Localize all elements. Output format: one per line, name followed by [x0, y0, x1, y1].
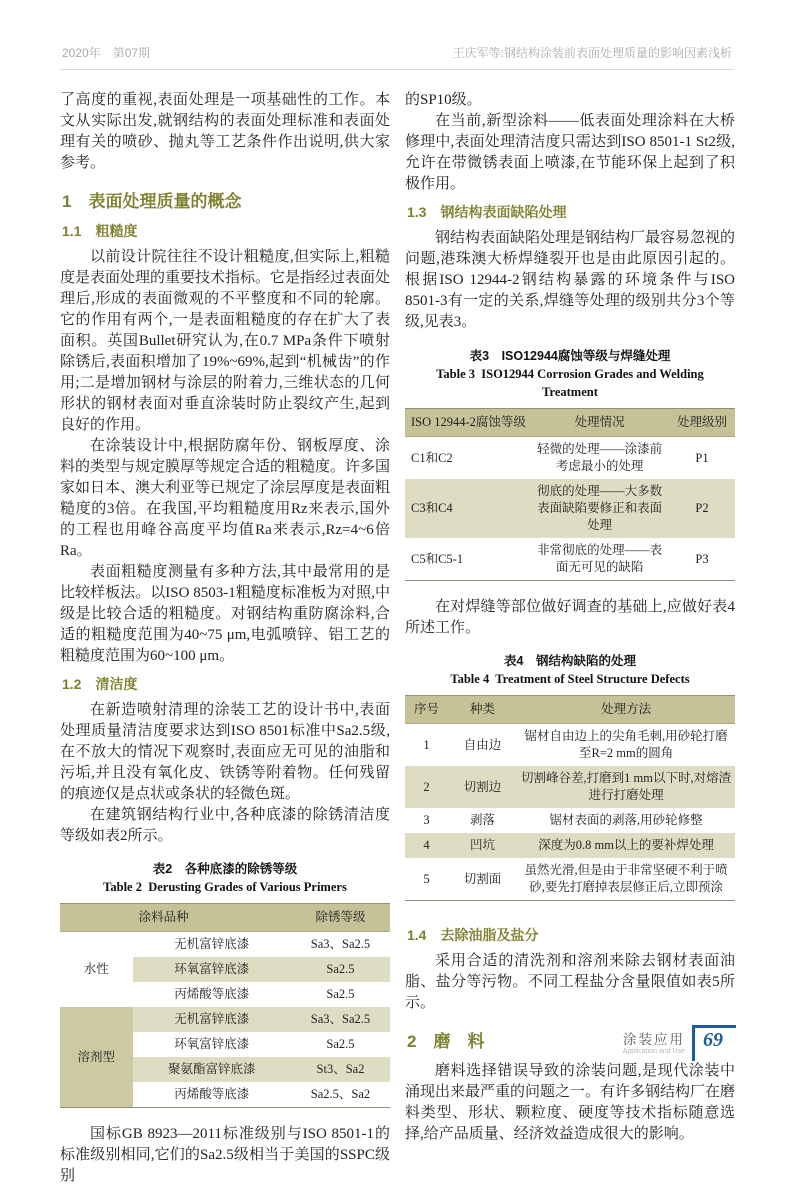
- table-cell: C5和C5-1: [411, 551, 464, 566]
- table-cell: 切割峰谷差,打磨到1 mm以下时,对熔渣进行打磨处理: [517, 766, 735, 808]
- table4-header-no: 序号: [405, 696, 448, 724]
- table2-caption: [60, 860, 390, 896]
- footer-section-labels: [623, 1025, 685, 1056]
- table-cell: 锯材自由边上的尖角毛刺,用砂轮打磨至R=2 mm的圆角: [524, 729, 728, 760]
- table3-caption-en: Table 3 ISO12944 Corrosion Grades and Welding Treatment: [436, 367, 704, 399]
- table-cell: 切割边: [448, 766, 517, 808]
- table3-caption-zh: 表3 ISO12944腐蚀等级与焊缝处理: [469, 349, 671, 363]
- table-cell: Sa3、Sa2.5: [291, 1007, 390, 1032]
- table4-caption-en: Table 4 Treatment of Steel Structure Defects: [450, 672, 690, 686]
- table2-header-row: [60, 904, 390, 932]
- table-row: [60, 1007, 390, 1032]
- table-defect-treatment: [405, 695, 735, 901]
- paragraph-weld-survey: 在对焊缝等部位做好调查的基础上,应做好表4所述工作。: [405, 599, 735, 636]
- subsection-heading-1-2: 1.2 清洁度: [62, 676, 138, 692]
- paragraph-new-coating: 在当前,新型涂料——低表面处理涂料在大桥修理中,表面处理清洁度只需达到ISO 8501-1 St2级,允许在带微锈表面上喷漆,在节能环保上起到了积极作用。: [405, 113, 735, 192]
- table-row: [405, 437, 735, 480]
- table-cell: 1: [423, 737, 430, 752]
- table-row: [405, 766, 735, 808]
- table-row: [405, 479, 735, 538]
- table-row: [405, 833, 735, 858]
- subsection-heading-1-1: 1.1 粗糙度: [62, 223, 138, 239]
- table4-header-method: 处理方法: [517, 696, 735, 724]
- table-row: [60, 932, 390, 958]
- table-row: [405, 724, 735, 767]
- table2-caption-en: Table 2 Derusting Grades of Various Primers: [103, 880, 347, 894]
- paragraph-gb-standard: 国标GB 8923—2011标准级别与ISO 8501-1的标准级别相同,它们的Sa2.5级相当于美国的SSPC级别: [60, 1126, 390, 1184]
- page-footer: [623, 1025, 736, 1061]
- left-column: [60, 90, 390, 1187]
- table-cell: Sa3、Sa2.5: [310, 937, 371, 951]
- table2-header-grade: 除锈等级: [291, 904, 390, 932]
- subsection-heading-1-4: 1.4 去除油脂及盐分: [407, 927, 539, 943]
- page-number: 69: [692, 1025, 736, 1061]
- table-cell: 无机富锌底漆: [174, 937, 250, 951]
- table-cell: 剥落: [470, 813, 496, 827]
- table-cell: 2: [405, 766, 448, 808]
- table3-header-level: 处理级别: [669, 409, 735, 437]
- table-row: [405, 538, 735, 581]
- table-cell: 自由边: [463, 737, 502, 752]
- table-cell: Sa2.5: [326, 1037, 355, 1051]
- table-cell: 虽然光滑,但是由于非常坚硬不利于喷砂,要先打磨掉表层修正后,立即预涂: [524, 863, 728, 894]
- table-cell: Sa2.5、Sa2: [310, 1087, 371, 1101]
- table2-header-group: [60, 904, 133, 932]
- table-cell: 凹坑: [448, 833, 517, 858]
- running-title: 王庆军等:钢结构涂装前表面处理质量的影响因素浅析: [452, 46, 732, 60]
- paragraph-abrasive: 磨料选择错误导致的涂装问题,是现代涂装中涌现出来最严重的问题之一。有许多钢结构厂在磨料类型、形状、颗粒度、硬度等技术指标随意选择,给产品质量、经济效益造成很大的影响。: [405, 1063, 736, 1142]
- table2-header-kind: 涂料品种: [133, 904, 291, 932]
- table-row: [405, 858, 735, 901]
- table-cell: 非常彻底的处理——表面无可见的缺陷: [537, 543, 663, 574]
- table-cell: C3和C4: [405, 479, 530, 538]
- table4-header-row: [405, 696, 735, 724]
- table3-caption: [405, 347, 735, 401]
- paragraph-roughness-2: 在涂装设计中,根据防腐年份、钢板厚度、涂料的类型与规定膜厚等规定合适的粗糙度。许多国家如日本、澳大利亚等已规定了涂层厚度是表面粗糙度的3倍。在我国,平均粗糙度用Rz来表示,国外的工程也用峰谷高度平均值Ra来表示,Rz=4~6倍Ra。: [60, 438, 391, 559]
- paragraph-cleanliness-1: 在新造喷射清理的涂装工艺的设计书中,表面处理质量清洁度要求达到ISO 8501标准中Sa2.5级,在不放大的情况下观察时,表面应无可见的油脂和污垢,并且没有氧化皮、铁锈等附着物。任何残留的痕迹仅是点状或条状的轻微色斑。: [60, 702, 390, 802]
- paragraph-degrease: 采用合适的清洗剂和溶剂来除去钢材表面油脂、盐分等污物。不同工程盐分含量限值如表5所示。: [405, 953, 735, 1011]
- table-cell: P2: [669, 479, 735, 538]
- table-cell: 聚氨酯富锌底漆: [133, 1057, 291, 1082]
- table-cell: 深度为0.8 mm以上的要补焊处理: [517, 833, 735, 858]
- table-cell: 彻底的处理——大多数表面缺陷要修正和表面处理: [530, 479, 669, 538]
- table-cell: 锯材表面的剥落,用砂轮修整: [549, 813, 703, 827]
- right-column: [405, 90, 735, 1187]
- table4-caption: [405, 652, 735, 688]
- paragraph-defect: 钢结构表面缺陷处理是钢结构厂最容易忽视的问题,港珠澳大桥焊缝裂开也是由此原因引起的。根据ISO 12944-2钢结构暴露的环境条件与ISO 8501-3有一定的关系,焊缝等处理的级别共分3个等级,见表3。: [405, 230, 736, 330]
- table-cell: Sa2.5: [291, 957, 390, 982]
- table-cell: Sa2.5: [326, 987, 355, 1001]
- section-heading-2: 2 磨 料: [407, 1032, 485, 1051]
- table4-header-kind: 种类: [448, 696, 517, 724]
- issue-label: 2020年 第07期: [62, 46, 151, 60]
- table-cell: 环氧富锌底漆: [174, 1037, 250, 1051]
- table-cell: 4: [405, 833, 448, 858]
- table2-group-waterborne: 水性: [83, 962, 109, 976]
- footer-section-zh: 涂装应用: [623, 1032, 685, 1047]
- table-cell: 丙烯酸等底漆: [174, 1087, 250, 1101]
- paragraph-sp10-continuation: 的SP10级。: [405, 92, 482, 108]
- footer-section-en: Application and Use: [622, 1048, 685, 1055]
- paragraph-intro-continuation: 了高度的重视,表面处理是一项基础性的工作。本文从实际出发,就钢结构的表面处理标准和表面处理有关的喷砂、抛丸等工艺条件作出说明,供大家参考。: [60, 92, 390, 171]
- table3-header-row: [405, 409, 735, 437]
- table-corrosion-grades: [405, 408, 735, 581]
- page-body: [60, 90, 734, 1187]
- table-cell: 环氧富锌底漆: [133, 957, 291, 982]
- table2-group-solvent: 溶剂型: [60, 1007, 133, 1108]
- table3-header-treatment: 处理情况: [530, 409, 669, 437]
- table-row: [405, 808, 735, 833]
- table-cell: 3: [423, 813, 430, 827]
- paragraph-roughness-3: 表面粗糙度测量有多种方法,其中最常用的是比较样板法。以ISO 8503-1粗糙度标准板为对照,中级是比较合适的粗糙度。对钢结构重防腐涂料,合适的粗糙度范围为40~75 μm,电弧喷锌、铝工艺的粗糙度范围为60~100 μm。: [60, 564, 390, 664]
- table-cell: 5: [423, 871, 430, 886]
- subsection-heading-1-3: 1.3 钢结构表面缺陷处理: [407, 204, 567, 220]
- table-cell: P1: [695, 450, 709, 465]
- table-cell: 无机富锌底漆: [133, 1007, 291, 1032]
- section-heading-1: 1 表面处理质量的概念: [62, 192, 242, 211]
- table4-caption-zh: 表4 钢结构缺陷的处理: [504, 654, 636, 668]
- running-header: [60, 0, 734, 70]
- table-cell: 丙烯酸等底漆: [174, 987, 250, 1001]
- table-derusting-grades: [60, 903, 390, 1108]
- table-cell: St3、Sa2: [291, 1057, 390, 1082]
- table-cell: C1和C2: [411, 450, 453, 465]
- paragraph-roughness-1: 以前设计院往往不设计粗糙度,但实际上,粗糙度是表面处理的重要技术指标。它是指经过表面处理后,形成的表面微观的不平整度和不同的轮廓。它的作用有两个,一是表面粗糙度的存在扩大了表面积。英国Bullet研究认为,在0.7 MPa条件下喷射除锈后,表面积增加了19%~69%,起到“机械齿”的作用;二是增加钢材与涂层的附着力,三维状态的几何形状的钢材表面对垂直涂装时防止裂纹产生,起到良好的作用。: [60, 249, 391, 433]
- table-cell: 轻微的处理——涂漆前考虑最小的处理: [537, 442, 663, 473]
- paragraph-cleanliness-2: 在建筑钢结构行业中,各种底漆的除锈清洁度等级如表2所示。: [60, 807, 390, 844]
- table3-header-grade: ISO 12944-2腐蚀等级: [405, 409, 530, 437]
- table-cell: P3: [695, 551, 709, 566]
- table-cell: 切割面: [463, 871, 502, 886]
- table2-caption-zh: 表2 各种底漆的除锈等级: [152, 862, 298, 876]
